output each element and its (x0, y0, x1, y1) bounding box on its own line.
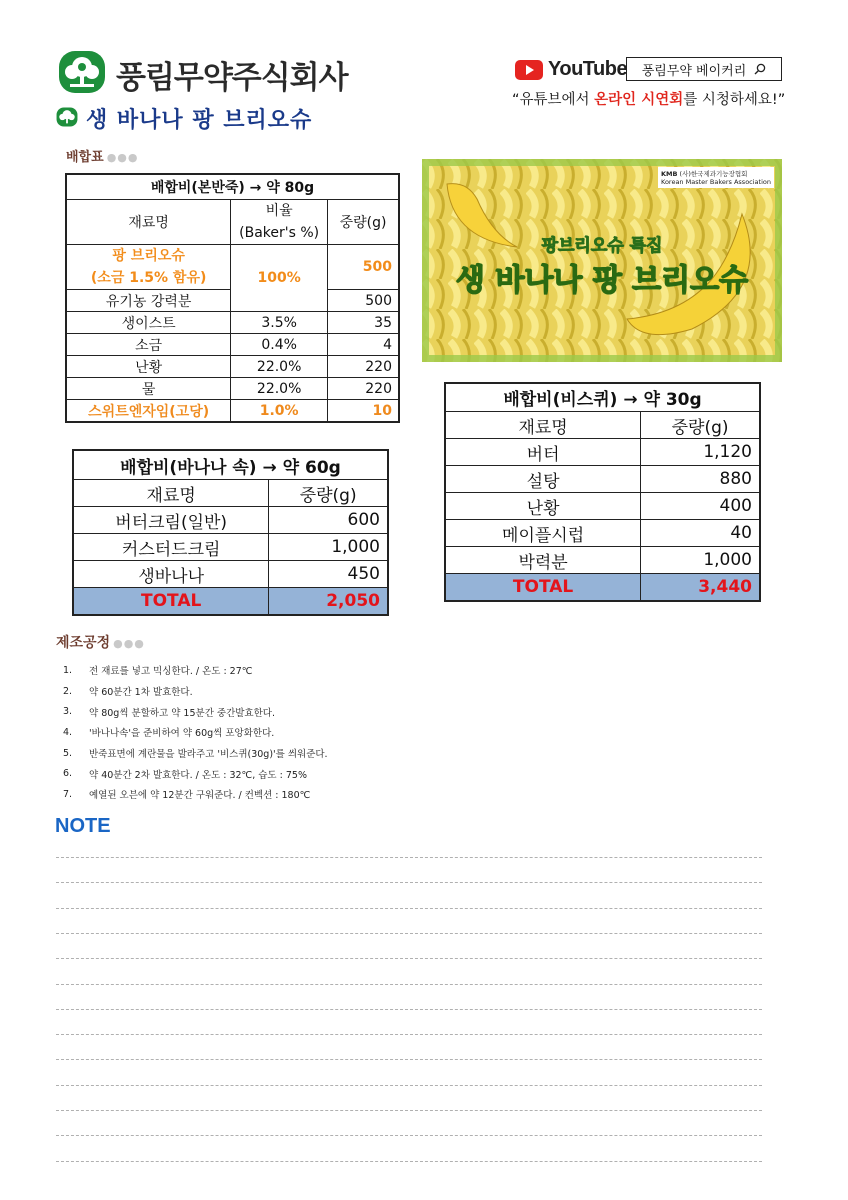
table-row: 메이플시럽 40 (445, 520, 760, 547)
note-line (56, 984, 762, 985)
biscuit-table (444, 382, 761, 602)
table-row: 설탕 880 (445, 466, 760, 493)
formula-label: 배합표 ●●● (66, 150, 139, 165)
association-badge: KMB (사)한국제과기능장협회 Korean Master Bakers Association (658, 167, 774, 188)
column-header: 재료명 (445, 412, 641, 439)
table-row: 버터크림(일반) 600 (73, 507, 388, 534)
note-line (56, 958, 762, 959)
youtube-play-icon (515, 60, 543, 80)
note-line (56, 1085, 762, 1086)
search-box-text: 풍림무약 베이커리 (641, 63, 747, 79)
column-header: 비율 (Baker's %) (231, 200, 328, 245)
table-row: 물 22.0% 220 (66, 378, 399, 400)
note-heading: NOTE (55, 815, 111, 837)
dough-table (65, 173, 400, 423)
table-row: 커스터드크림 1,000 (73, 534, 388, 561)
search-box[interactable] (626, 57, 782, 81)
column-header: 중량(g) (328, 200, 399, 245)
filling-table (72, 449, 389, 616)
tree-logo-icon (56, 107, 78, 127)
total-row: TOTAL 2,050 (73, 588, 388, 616)
note-line (56, 1161, 762, 1162)
note-line (56, 1110, 762, 1111)
company-name: 풍림무약주식회사 (116, 60, 348, 96)
table-row: 버터 1,120 (445, 439, 760, 466)
column-header: 재료명 (66, 200, 231, 245)
table-row: 난황 400 (445, 493, 760, 520)
table-row: 생바나나 450 (73, 561, 388, 588)
list-item: 5. 반죽표면에 계란물을 발라주고 '비스퀴(30g)'를 씌워준다. (63, 747, 328, 761)
column-header: 중량(g) (641, 412, 760, 439)
youtube-message: “유튜브에서 온라인 시연회를 시청하세요!” (512, 92, 786, 108)
note-line (56, 1135, 762, 1136)
table-row: 스위트엔자임(고당) 1.0% 10 (66, 400, 399, 423)
table-row: 유기농 강력분 500 (66, 290, 399, 312)
table-row: 난황 22.0% 220 (66, 356, 399, 378)
note-line (56, 1009, 762, 1010)
tree-logo-icon (58, 50, 106, 94)
note-line (56, 908, 762, 909)
note-line (56, 1034, 762, 1035)
table-row: 생이스트 3.5% 35 (66, 312, 399, 334)
table-title: 배합비(본반죽) → 약 80g (66, 174, 399, 200)
total-row: TOTAL 3,440 (445, 574, 760, 602)
banner-image (422, 159, 782, 362)
table-row: 박력분 1,000 (445, 547, 760, 574)
process-steps (63, 660, 328, 805)
list-item: 3. 약 80g씩 분할하고 약 15분간 중간발효한다. (63, 706, 275, 719)
youtube-label: YouTube (548, 58, 628, 80)
list-item: 7. 예열된 오븐에 약 12분간 구워준다. / 컨벡션 : 180℃ (63, 788, 311, 802)
list-item: 4. '바나나속'을 준비하여 약 60g씩 포앙화한다. (63, 726, 275, 740)
banner-subtitle: 팡브리오슈 특집 (541, 236, 663, 256)
note-line (56, 1059, 762, 1060)
table-title: 배합비(바나나 속) → 약 60g (73, 450, 388, 480)
list-item: 1. 전 재료를 넣고 믹싱한다. / 온도 : 27℃ (63, 664, 253, 678)
column-header: 재료명 (73, 480, 269, 507)
note-line (56, 857, 762, 858)
note-line (56, 933, 762, 934)
list-item: 6. 약 40분간 2차 발효한다. / 온도 : 32℃, 습도 : 75% (63, 768, 307, 781)
recipe-title: 생 바나나 팡 브리오슈 (86, 108, 313, 133)
list-item: 2. 약 60분간 1차 발효한다. (63, 685, 193, 699)
table-title: 배합비(비스퀴) → 약 30g (445, 383, 760, 412)
table-row: 소금 0.4% 4 (66, 334, 399, 356)
column-header: 중량(g) (269, 480, 388, 507)
search-icon (754, 63, 766, 75)
youtube-logo[interactable] (515, 58, 627, 81)
note-line (56, 882, 762, 883)
table-row: 팡 브리오슈 (소금 1.5% 함유) 100% 500 (66, 245, 399, 290)
banner-title: 생 바나나 팡 브리오슈 (455, 263, 749, 298)
process-label: 제조공정 ●●● (56, 635, 145, 651)
